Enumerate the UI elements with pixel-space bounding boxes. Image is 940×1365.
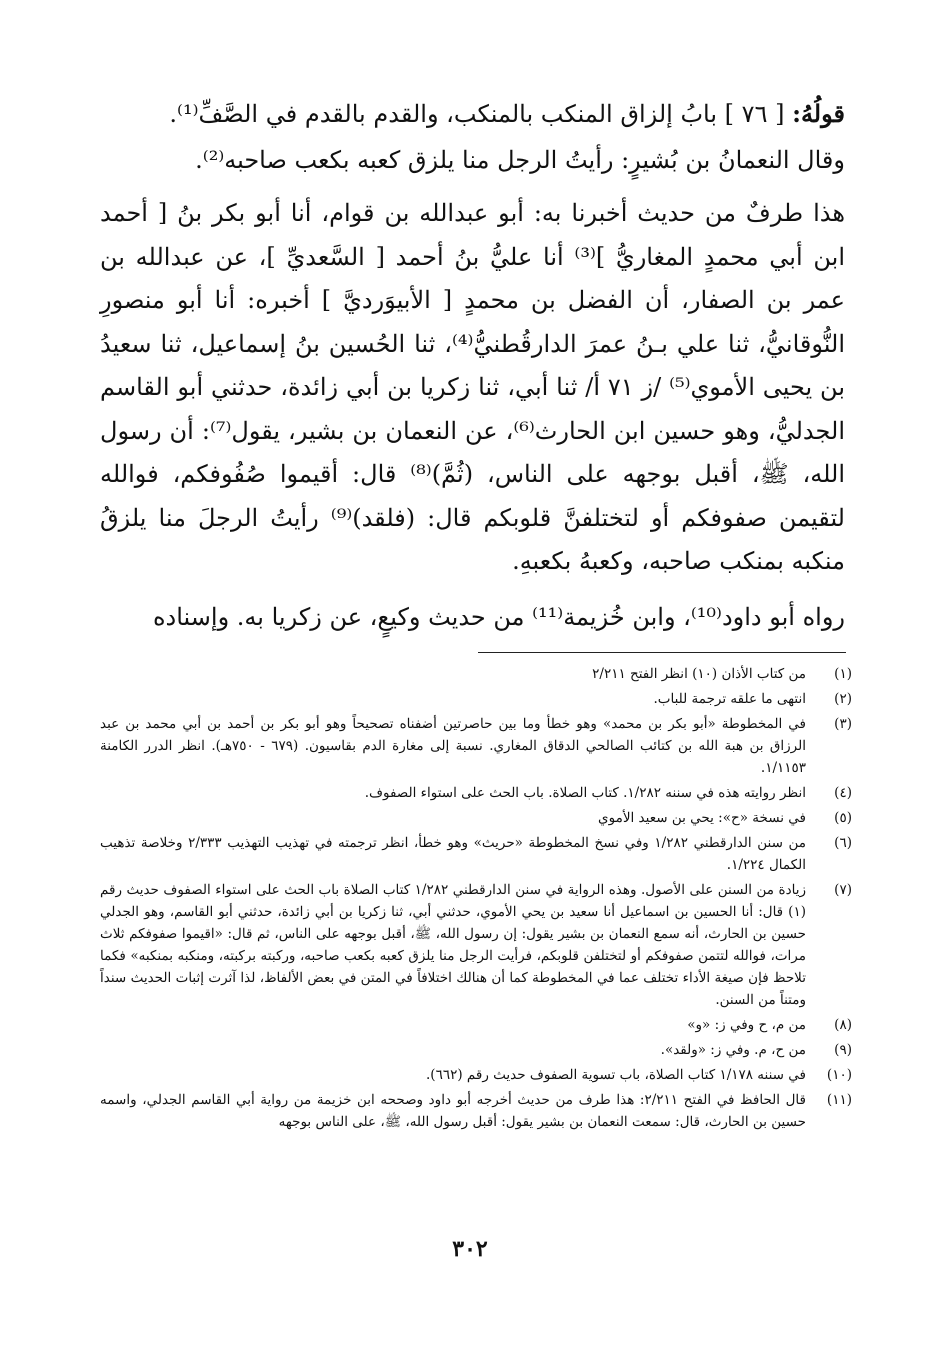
footnote-number: (٧) — [834, 882, 852, 898]
main-text — [100, 92, 845, 639]
footnotes — [100, 663, 852, 1136]
quote-paragraph: وقال النعمانُ بن بُشيرٍ: رأيتُ الرجل منا يلزق كعبه بكعب صاحبه⁽²⁾. — [195, 145, 845, 174]
footnote — [100, 879, 852, 1011]
footnote-number: (٢) — [834, 691, 852, 707]
heading-text: [ ٧٦ ] بابُ إلزاق المنكب بالمنكب، والقدم بالقدم في الصَّفِّ⁽¹⁾. — [169, 100, 793, 128]
chapter-heading — [100, 92, 845, 137]
footnote-number: (١١) — [826, 1092, 852, 1108]
footnote — [100, 1014, 852, 1036]
footnote — [100, 1089, 852, 1133]
footnote-text: انظر روايته هذه في سننه ١/٢٨٢. كتاب الصلاة. باب الحث على استواء الصفوف. — [364, 785, 806, 801]
footnote — [100, 1039, 852, 1061]
footnote — [100, 807, 852, 829]
footnote-text: زيادة من السنن على الأصول. وهذه الرواية في سنن الدارقطني ١/٢٨٢ كتاب الصلاة باب الحث على استواء الصفوف حديث رقم (١) قال: أنا الحسين بن اسماعيل أنا سعيد بن يحي الأموي، حدثني أبي، ثنا زكريا بن أبي زائدة، حدثني أبو القاسم، وهو الجدلي حسين بن الحارث، أنه سمع النعمان بن بشير يقول: إن رسول الله، ﷺ، أقبل بوجهه على الناس، ثم قال: «اقيموا صفوفكم ثلاث مرات، فوالله لتتمن صفوفكم أو لتختلفن قلوبكم، فرأيت الرجل منا يلزق كعبه بكعب صاحبه، وركبته بركبته، ومنكبه بمنكبه» فكما تلاحظ فإن صيغة الأداء تختلف عما في المخطوطة كما أن هنالك اختلافاً في المتن في بعض الألفاظ، لذا آثرت إثبات الحديث سنداً ومتناً من السنن. — [100, 882, 806, 1008]
footnote-text: من كتاب الأذان (١٠) انظر الفتح ٢/٢١١ — [592, 666, 806, 682]
footnote-text: في نسخة «ح»: يحي بن سعيد الأموي — [598, 810, 806, 826]
heading-lead: قولُهُ: — [792, 99, 845, 128]
chain-paragraph: هذا طرفٌ من حديث أخبرنا به: أبو عبدالله بن قوام، أنا أبو بكر بنُ [ أحمد ابن أبي محمدٍ المغاريُّ ]⁽³⁾ أنا عليُّ بنُ أحمد [ السَّعديِّ ]، عن عبدالله بن عمر بن الصفار، أن الفضل بن محمدٍ [ الأبيوَرديَّ ] أخبره: أنا أبو منصورِ النُّوقانيُّ، ثنا علي بـنُ عمرَ الدارقُطنيُّ⁽⁴⁾، ثنا الحُسين بنُ إسماعيل، ثنا سعيدُ بن يحيى الأموي⁽⁵⁾ /ز ٧١ أ/ ثنا أبي، ثنا زكريا بن أبي زائدة، حدثني أبو القاسم الجدليُّ، وهو حسين ابن الحارث⁽⁶⁾، عن النعمان بن بشير، يقول⁽⁷⁾: أن رسول الله، ﷺ، أقبل بوجهه على الناس، (ثُمَّ)⁽⁸⁾ قال: أقيموا صُفُوفكم، فوالله لتقيمن صفوفكم أو لتختلفنَّ قلوبكم قال: (فلقد)⁽⁹⁾ رأيتُ الرجلَ منا يلزقُ منكبه بمنكب صاحبه، وكعبهُ بكعبهِ. — [100, 199, 846, 575]
footnote-text: من ح، م. وفي ز: «ولقد». — [660, 1042, 806, 1058]
footnote — [100, 832, 852, 876]
footnote-number: (٣) — [834, 716, 852, 732]
footnote-number: (٨) — [834, 1017, 852, 1033]
footnote-text: من سنن الدارقطني ١/٢٨٢ وفي نسخ المخطوطة «حريث» وهو خطأ، انظر ترجمته في تهذيب التهذيب ٢/٣٣٣ وخلاصة تذهيب الكمال ١/٢٢٤. — [100, 835, 806, 873]
footnote — [100, 1064, 852, 1086]
footnote-text: في المخطوطة «أبو بكر بن محمد» وهو خطأ وما بين حاصرتين أضفناه تصحيحاً وهو أبو بكر بن أحمد بن أبي محمد بن عبد الرزاق بن هبة الله بن كتائب الصالحي الدقاق المغاري. نسبة إلى مغارة الدم بقاسيون. (٦٧٩ - ٧٥٠هـ). انظر الدرر الكامنة ١/١١٥٣. — [100, 716, 806, 776]
footnote — [100, 782, 852, 804]
footnote-number: (١) — [834, 666, 852, 682]
footnote — [100, 688, 852, 710]
footnote-number: (٤) — [834, 785, 852, 801]
footnote-number: (١٠) — [826, 1067, 852, 1083]
narration-paragraph: رواه أبو داود⁽¹⁰⁾، وابن خُزيمة⁽¹¹⁾ من حديث وكيعٍ، عن زكريا به. وإسناده — [152, 602, 845, 631]
page-number: ٣٠٢ — [452, 1236, 488, 1262]
footnote-number: (٥) — [834, 810, 852, 826]
footnote — [100, 663, 852, 685]
footnote-number: (٦) — [834, 835, 852, 851]
footnote-text: انتهى ما علقه ترجمة للباب. — [653, 691, 806, 707]
footnote-text: من م، ح وفي ز: «و» — [687, 1017, 806, 1033]
footnote — [100, 713, 852, 779]
footnote-number: (٩) — [834, 1042, 852, 1058]
footnote-text: في سننه ١/١٧٨ كتاب الصلاة، باب تسوية الصفوف حديث رقم (٦٦٢). — [426, 1067, 806, 1083]
footnote-text: قال الحافظ في الفتح ٢/٢١١: هذا طرف من حديث أخرجه أبو داود وصححه ابن خزيمة من رواية أبي القاسم الجدلي، واسمه حسين بن الحارث، قال: سمعت النعمان بن بشير يقول: أقبل رسول الله، ﷺ، على الناس بوجهه — [100, 1092, 807, 1130]
footnote-divider — [478, 652, 846, 653]
